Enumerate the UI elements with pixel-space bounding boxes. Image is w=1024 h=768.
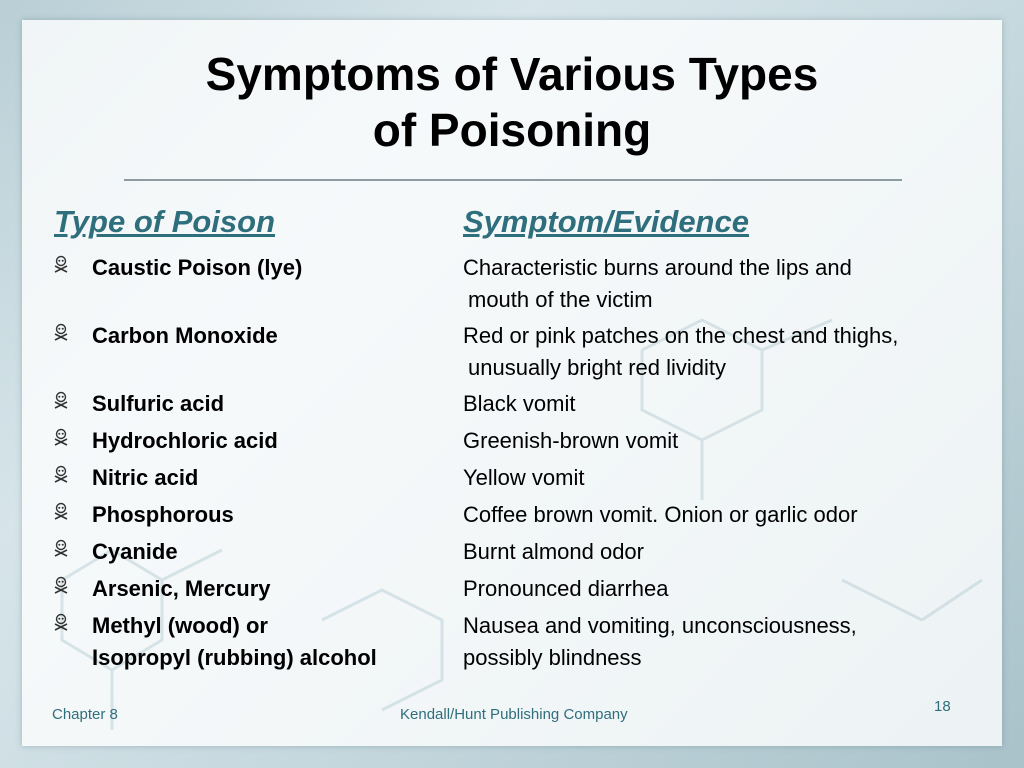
poison-name [92, 573, 462, 605]
poison-name-line-1: Nitric acid [92, 465, 199, 490]
symptom-text [463, 388, 993, 420]
symptom-line-1: Burnt almond odor [463, 539, 644, 564]
title-divider [124, 179, 902, 181]
poison-name [92, 388, 462, 420]
symptom-text [463, 573, 993, 605]
poison-name-line-1: Methyl (wood) or [92, 613, 268, 638]
symptom-line-1: Black vomit [463, 391, 576, 416]
slide-title [22, 46, 1002, 158]
poison-name-line-1: Sulfuric acid [92, 391, 225, 416]
poison-name-line-1: Hydrochloric acid [92, 428, 278, 453]
skull-crossbones-icon [52, 465, 70, 483]
poison-name-line-2: Isopropyl (rubbing) alcohol [92, 645, 377, 670]
symptom-line-1: Characteristic burns around the lips and [463, 255, 852, 280]
symptom-line-1: Yellow vomit [463, 465, 585, 490]
symptom-line-2: mouth of the victim [468, 287, 653, 312]
footer-publisher: Kendall/Hunt Publishing Company [400, 706, 628, 723]
poison-name [92, 610, 462, 674]
title-line-2: of Poisoning [372, 104, 652, 156]
poison-name-line-1: Arsenic, Mercury [92, 576, 271, 601]
poison-name-line-1: Carbon Monoxide [92, 323, 278, 348]
poison-name-line-1: Phosphorous [92, 502, 234, 527]
skull-crossbones-icon [52, 323, 70, 341]
symptom-line-1: Greenish-brown vomit [463, 428, 679, 453]
skull-crossbones-icon [52, 255, 70, 273]
skull-crossbones-icon [52, 576, 70, 594]
symptom-text [463, 252, 993, 316]
slide [22, 20, 1002, 746]
skull-crossbones-icon [52, 428, 70, 446]
symptom-text [463, 462, 993, 494]
skull-crossbones-icon [52, 391, 70, 409]
column-header-symptom: Symptom/Evidence [463, 204, 749, 239]
poison-name [92, 425, 462, 457]
symptom-line-1: Pronounced diarrhea [463, 576, 669, 601]
skull-crossbones-icon [52, 613, 70, 631]
symptom-text [463, 610, 993, 674]
poison-name-line-1: Caustic Poison (lye) [92, 255, 303, 280]
symptom-text [463, 499, 993, 531]
poison-name-line-1: Cyanide [92, 539, 178, 564]
poison-name [92, 320, 462, 352]
poison-name [92, 499, 462, 531]
symptom-line-1: Red or pink patches on the chest and thighs, [463, 323, 899, 348]
poison-name [92, 252, 462, 284]
symptom-text [463, 425, 993, 457]
poison-name [92, 462, 462, 494]
column-header-poison: Type of Poison [54, 204, 276, 239]
title-line-1: Symptoms of Various Types [205, 48, 819, 100]
symptom-line-1: Coffee brown vomit. Onion or garlic odor [463, 502, 858, 527]
footer-chapter: Chapter 8 [52, 706, 118, 723]
skull-crossbones-icon [52, 539, 70, 557]
symptom-line-2: possibly blindness [463, 645, 642, 670]
symptom-line-2: unusually bright red lividity [468, 355, 727, 380]
poison-name [92, 536, 462, 568]
skull-crossbones-icon [52, 502, 70, 520]
slide-number: 18 [934, 698, 951, 715]
symptom-text [463, 320, 993, 384]
symptom-text [463, 536, 993, 568]
symptom-line-1: Nausea and vomiting, unconsciousness, [463, 613, 857, 638]
